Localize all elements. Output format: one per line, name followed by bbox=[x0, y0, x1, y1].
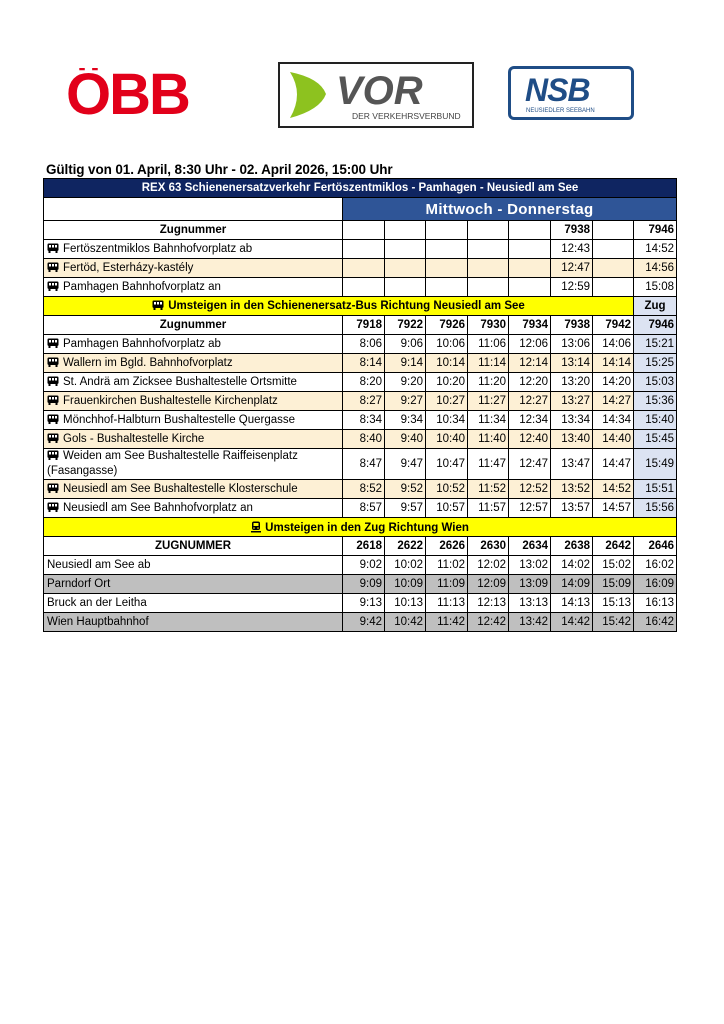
validity-text: Gültig von 01. April, 8:30 Uhr - 02. April 2026, 15:00 Uhr bbox=[46, 162, 393, 177]
departure-time: 10:20 bbox=[426, 373, 468, 392]
train-number bbox=[385, 221, 426, 240]
transfer-bus-text: Umsteigen in den Schienenersatz-Bus Richtung Neusiedl am See bbox=[168, 300, 525, 312]
departure-time: 14:13 bbox=[551, 594, 593, 613]
bus-icon bbox=[47, 262, 59, 272]
stop-row bbox=[44, 335, 677, 354]
stop-name: Frauenkirchen Bushaltestelle Kirchenplatz bbox=[63, 395, 278, 407]
departure-time: 10:06 bbox=[426, 335, 468, 354]
departure-time: 9:42 bbox=[343, 613, 385, 632]
departure-time: 12:42 bbox=[468, 613, 509, 632]
stop-row bbox=[44, 575, 677, 594]
departure-time: 13:57 bbox=[551, 499, 593, 518]
train-number: 2634 bbox=[509, 537, 551, 556]
departure-time: 10:02 bbox=[385, 556, 426, 575]
departure-time: 15:02 bbox=[593, 556, 634, 575]
bus-icon bbox=[47, 395, 59, 405]
departure-time: 9:14 bbox=[385, 354, 426, 373]
bus-icon bbox=[47, 414, 59, 424]
train-number: 2622 bbox=[385, 537, 426, 556]
stop-name-cell bbox=[44, 335, 343, 354]
train-number: 2618 bbox=[343, 537, 385, 556]
departure-time: 12:09 bbox=[468, 575, 509, 594]
departure-time bbox=[385, 278, 426, 297]
departure-time: 8:14 bbox=[343, 354, 385, 373]
stop-name: Wien Hauptbahnhof bbox=[47, 616, 149, 628]
stop-name-cell bbox=[44, 278, 343, 297]
departure-time: 14:47 bbox=[593, 449, 634, 480]
bus-icon bbox=[152, 300, 164, 310]
departure-time bbox=[343, 278, 385, 297]
stop-name-cell bbox=[44, 373, 343, 392]
stop-row bbox=[44, 411, 677, 430]
vor-logo bbox=[278, 62, 474, 128]
departure-time: 8:47 bbox=[343, 449, 385, 480]
departure-time: 9:13 bbox=[343, 594, 385, 613]
departure-time: 10:40 bbox=[426, 430, 468, 449]
departure-time bbox=[593, 259, 634, 278]
obb-logo bbox=[66, 68, 228, 120]
stop-row bbox=[44, 278, 677, 297]
departure-time: 13:27 bbox=[551, 392, 593, 411]
stop-row bbox=[44, 449, 677, 480]
train-number: 2638 bbox=[551, 537, 593, 556]
stop-row bbox=[44, 259, 677, 278]
day-blank bbox=[44, 198, 343, 221]
departure-time: 11:52 bbox=[468, 480, 509, 499]
departure-time: 15:03 bbox=[634, 373, 677, 392]
svg-text:VOR: VOR bbox=[336, 69, 423, 113]
train-number: 7938 bbox=[551, 221, 593, 240]
departure-time bbox=[343, 240, 385, 259]
stop-name: Pamhagen Bahnhofvorplatz an bbox=[63, 281, 221, 293]
svg-text:DER VERKEHRSVERBUND: DER VERKEHRSVERBUND bbox=[352, 111, 461, 121]
departure-time: 13:06 bbox=[551, 335, 593, 354]
departure-time: 13:40 bbox=[551, 430, 593, 449]
departure-time: 11:47 bbox=[468, 449, 509, 480]
stop-name: Neusiedl am See Bahnhofvorplatz an bbox=[63, 502, 253, 514]
departure-time: 12:57 bbox=[509, 499, 551, 518]
train-number: 2646 bbox=[634, 537, 677, 556]
departure-time: 8:06 bbox=[343, 335, 385, 354]
stop-row bbox=[44, 480, 677, 499]
departure-time bbox=[468, 278, 509, 297]
train-number-label: ZUGNUMMER bbox=[44, 537, 343, 556]
departure-time: 14:42 bbox=[551, 613, 593, 632]
stop-name-cell bbox=[44, 613, 343, 632]
bus-icon bbox=[47, 483, 59, 493]
section-neusiedl-wien bbox=[44, 537, 677, 632]
train-number-row bbox=[44, 316, 677, 335]
departure-time: 14:27 bbox=[593, 392, 634, 411]
svg-text:NEUSIEDLER SEEBAHN: NEUSIEDLER SEEBAHN bbox=[526, 108, 595, 114]
departure-time: 12:40 bbox=[509, 430, 551, 449]
train-number bbox=[593, 221, 634, 240]
train-number: 7918 bbox=[343, 316, 385, 335]
transfer-bus-row bbox=[44, 297, 677, 316]
departure-time: 14:34 bbox=[593, 411, 634, 430]
departure-time: 14:02 bbox=[551, 556, 593, 575]
departure-time: 8:57 bbox=[343, 499, 385, 518]
departure-time: 15:49 bbox=[634, 449, 677, 480]
departure-time bbox=[509, 278, 551, 297]
departure-time: 9:09 bbox=[343, 575, 385, 594]
stop-name-cell bbox=[44, 354, 343, 373]
section-fertoszentmiklos-pamhagen bbox=[44, 221, 677, 297]
timetable-title: REX 63 Schienenersatzverkehr Fertöszentmiklos - Pamhagen - Neusiedl am See bbox=[44, 179, 677, 198]
departure-time: 15:25 bbox=[634, 354, 677, 373]
departure-time: 12:02 bbox=[468, 556, 509, 575]
departure-time: 10:42 bbox=[385, 613, 426, 632]
departure-time: 12:06 bbox=[509, 335, 551, 354]
departure-time: 11:09 bbox=[426, 575, 468, 594]
train-number-row bbox=[44, 537, 677, 556]
bus-icon bbox=[47, 338, 59, 348]
departure-time bbox=[426, 259, 468, 278]
stop-name: St. Andrä am Zicksee Bushaltestelle Ortsmitte bbox=[63, 376, 297, 388]
departure-time: 9:40 bbox=[385, 430, 426, 449]
departure-time: 11:42 bbox=[426, 613, 468, 632]
departure-time: 9:52 bbox=[385, 480, 426, 499]
bus-icon bbox=[47, 376, 59, 386]
stop-name-cell bbox=[44, 480, 343, 499]
departure-time: 13:34 bbox=[551, 411, 593, 430]
stop-name-cell bbox=[44, 392, 343, 411]
bus-icon bbox=[47, 281, 59, 291]
stop-name: Mönchhof-Halbturn Bushaltestelle Quergasse bbox=[63, 414, 296, 426]
departure-time: 12:59 bbox=[551, 278, 593, 297]
departure-time: 14:09 bbox=[551, 575, 593, 594]
departure-time: 9:20 bbox=[385, 373, 426, 392]
bus-icon bbox=[47, 502, 59, 512]
departure-time: 9:57 bbox=[385, 499, 426, 518]
departure-time: 15:56 bbox=[634, 499, 677, 518]
stop-row bbox=[44, 556, 677, 575]
departure-time bbox=[468, 240, 509, 259]
departure-time: 12:47 bbox=[509, 449, 551, 480]
stop-name-cell bbox=[44, 430, 343, 449]
stop-name: Fertöd, Esterházy-kastély bbox=[63, 262, 194, 274]
departure-time: 8:52 bbox=[343, 480, 385, 499]
nsb-logo bbox=[508, 66, 634, 120]
departure-time: 8:40 bbox=[343, 430, 385, 449]
departure-time: 15:45 bbox=[634, 430, 677, 449]
departure-time: 12:52 bbox=[509, 480, 551, 499]
departure-time: 9:06 bbox=[385, 335, 426, 354]
zug-label: Zug bbox=[634, 297, 677, 316]
departure-time: 11:06 bbox=[468, 335, 509, 354]
stop-name: Pamhagen Bahnhofvorplatz ab bbox=[63, 338, 221, 350]
transfer-train-text: Umsteigen in den Zug Richtung Wien bbox=[265, 521, 469, 534]
bus-icon bbox=[47, 450, 59, 460]
stop-name: Bruck an der Leitha bbox=[47, 597, 147, 609]
departure-time: 9:27 bbox=[385, 392, 426, 411]
stop-name: Weiden am See Bushaltestelle Raiffeisenplatz (Fasangasse) bbox=[47, 450, 298, 477]
train-number: 7926 bbox=[426, 316, 468, 335]
departure-time: 12:43 bbox=[551, 240, 593, 259]
train-number: 2630 bbox=[468, 537, 509, 556]
departure-time: 16:09 bbox=[634, 575, 677, 594]
departure-time: 15:40 bbox=[634, 411, 677, 430]
departure-time: 16:02 bbox=[634, 556, 677, 575]
departure-time: 15:21 bbox=[634, 335, 677, 354]
stop-name: Parndorf Ort bbox=[47, 578, 111, 590]
departure-time: 14:56 bbox=[634, 259, 677, 278]
train-number: 7946 bbox=[634, 221, 677, 240]
departure-time: 10:52 bbox=[426, 480, 468, 499]
departure-time: 12:27 bbox=[509, 392, 551, 411]
departure-time: 13:13 bbox=[509, 594, 551, 613]
stop-name-cell bbox=[44, 499, 343, 518]
departure-time: 15:42 bbox=[593, 613, 634, 632]
departure-time: 10:14 bbox=[426, 354, 468, 373]
departure-time: 13:02 bbox=[509, 556, 551, 575]
stop-name-cell bbox=[44, 449, 343, 480]
stop-row bbox=[44, 354, 677, 373]
departure-time bbox=[593, 278, 634, 297]
departure-time: 13:42 bbox=[509, 613, 551, 632]
stop-row bbox=[44, 594, 677, 613]
departure-time: 8:27 bbox=[343, 392, 385, 411]
departure-time: 8:34 bbox=[343, 411, 385, 430]
departure-time: 11:13 bbox=[426, 594, 468, 613]
svg-text:NSB: NSB bbox=[525, 72, 590, 108]
stop-row bbox=[44, 373, 677, 392]
departure-time: 10:09 bbox=[385, 575, 426, 594]
departure-time: 15:13 bbox=[593, 594, 634, 613]
departure-time bbox=[426, 278, 468, 297]
stop-name-cell bbox=[44, 259, 343, 278]
departure-time: 14:40 bbox=[593, 430, 634, 449]
section-pamhagen-neusiedl bbox=[44, 316, 677, 518]
departure-time: 11:02 bbox=[426, 556, 468, 575]
train-number bbox=[509, 221, 551, 240]
departure-time: 10:47 bbox=[426, 449, 468, 480]
stop-name: Neusiedl am See ab bbox=[47, 559, 151, 571]
departure-time: 11:40 bbox=[468, 430, 509, 449]
train-icon bbox=[251, 521, 261, 533]
departure-time bbox=[593, 240, 634, 259]
departure-time: 14:52 bbox=[634, 240, 677, 259]
train-number: 7934 bbox=[509, 316, 551, 335]
stop-name-cell bbox=[44, 594, 343, 613]
departure-time: 13:52 bbox=[551, 480, 593, 499]
departure-time: 10:57 bbox=[426, 499, 468, 518]
stop-name: Wallern im Bgld. Bahnhofvorplatz bbox=[63, 357, 233, 369]
departure-time: 13:47 bbox=[551, 449, 593, 480]
departure-time: 12:47 bbox=[551, 259, 593, 278]
train-number: 7930 bbox=[468, 316, 509, 335]
train-number bbox=[343, 221, 385, 240]
departure-time: 14:06 bbox=[593, 335, 634, 354]
timetable bbox=[43, 178, 677, 632]
departure-time: 12:13 bbox=[468, 594, 509, 613]
departure-time: 15:09 bbox=[593, 575, 634, 594]
departure-time bbox=[426, 240, 468, 259]
stop-name-cell bbox=[44, 575, 343, 594]
departure-time: 11:20 bbox=[468, 373, 509, 392]
train-number-row bbox=[44, 221, 677, 240]
train-number: 7938 bbox=[551, 316, 593, 335]
departure-time: 14:52 bbox=[593, 480, 634, 499]
stop-name-cell bbox=[44, 240, 343, 259]
transfer-train-row bbox=[44, 518, 677, 537]
departure-time: 9:02 bbox=[343, 556, 385, 575]
departure-time: 16:42 bbox=[634, 613, 677, 632]
stop-row bbox=[44, 240, 677, 259]
train-number: 7942 bbox=[593, 316, 634, 335]
stop-name-cell bbox=[44, 411, 343, 430]
train-number: 2642 bbox=[593, 537, 634, 556]
bus-icon bbox=[47, 357, 59, 367]
stop-name-cell bbox=[44, 556, 343, 575]
day-range: Mittwoch - Donnerstag bbox=[343, 198, 677, 221]
departure-time: 9:47 bbox=[385, 449, 426, 480]
transfer-bus-banner bbox=[44, 297, 634, 316]
departure-time bbox=[343, 259, 385, 278]
departure-time bbox=[509, 240, 551, 259]
departure-time: 11:27 bbox=[468, 392, 509, 411]
departure-time: 13:20 bbox=[551, 373, 593, 392]
departure-time: 12:14 bbox=[509, 354, 551, 373]
departure-time: 15:36 bbox=[634, 392, 677, 411]
departure-time bbox=[385, 240, 426, 259]
train-number: 7946 bbox=[634, 316, 677, 335]
stop-name: Gols - Bushaltestelle Kirche bbox=[63, 433, 205, 445]
stop-row bbox=[44, 499, 677, 518]
train-number-label: Zugnummer bbox=[44, 316, 343, 335]
bus-icon bbox=[47, 243, 59, 253]
train-number-label: Zugnummer bbox=[44, 221, 343, 240]
departure-time bbox=[509, 259, 551, 278]
train-number: 2626 bbox=[426, 537, 468, 556]
bus-icon bbox=[47, 433, 59, 443]
departure-time: 15:08 bbox=[634, 278, 677, 297]
departure-time: 15:51 bbox=[634, 480, 677, 499]
train-number bbox=[468, 221, 509, 240]
transfer-train-banner bbox=[44, 518, 677, 537]
stop-row bbox=[44, 613, 677, 632]
departure-time: 9:34 bbox=[385, 411, 426, 430]
stop-row bbox=[44, 430, 677, 449]
stop-name: Neusiedl am See Bushaltestelle Klosterschule bbox=[63, 483, 298, 495]
departure-time: 14:57 bbox=[593, 499, 634, 518]
train-number bbox=[426, 221, 468, 240]
departure-time: 16:13 bbox=[634, 594, 677, 613]
departure-time: 12:34 bbox=[509, 411, 551, 430]
departure-time: 14:20 bbox=[593, 373, 634, 392]
departure-time: 10:27 bbox=[426, 392, 468, 411]
departure-time: 14:14 bbox=[593, 354, 634, 373]
departure-time bbox=[468, 259, 509, 278]
stop-name: Fertöszentmiklos Bahnhofvorplatz ab bbox=[63, 243, 253, 255]
stop-row bbox=[44, 392, 677, 411]
departure-time: 11:34 bbox=[468, 411, 509, 430]
departure-time: 11:14 bbox=[468, 354, 509, 373]
departure-time: 13:14 bbox=[551, 354, 593, 373]
departure-time bbox=[385, 259, 426, 278]
train-number: 7922 bbox=[385, 316, 426, 335]
departure-time: 8:20 bbox=[343, 373, 385, 392]
departure-time: 10:34 bbox=[426, 411, 468, 430]
departure-time: 11:57 bbox=[468, 499, 509, 518]
svg-text:ÖBB: ÖBB bbox=[66, 68, 189, 120]
departure-time: 12:20 bbox=[509, 373, 551, 392]
departure-time: 13:09 bbox=[509, 575, 551, 594]
departure-time: 10:13 bbox=[385, 594, 426, 613]
